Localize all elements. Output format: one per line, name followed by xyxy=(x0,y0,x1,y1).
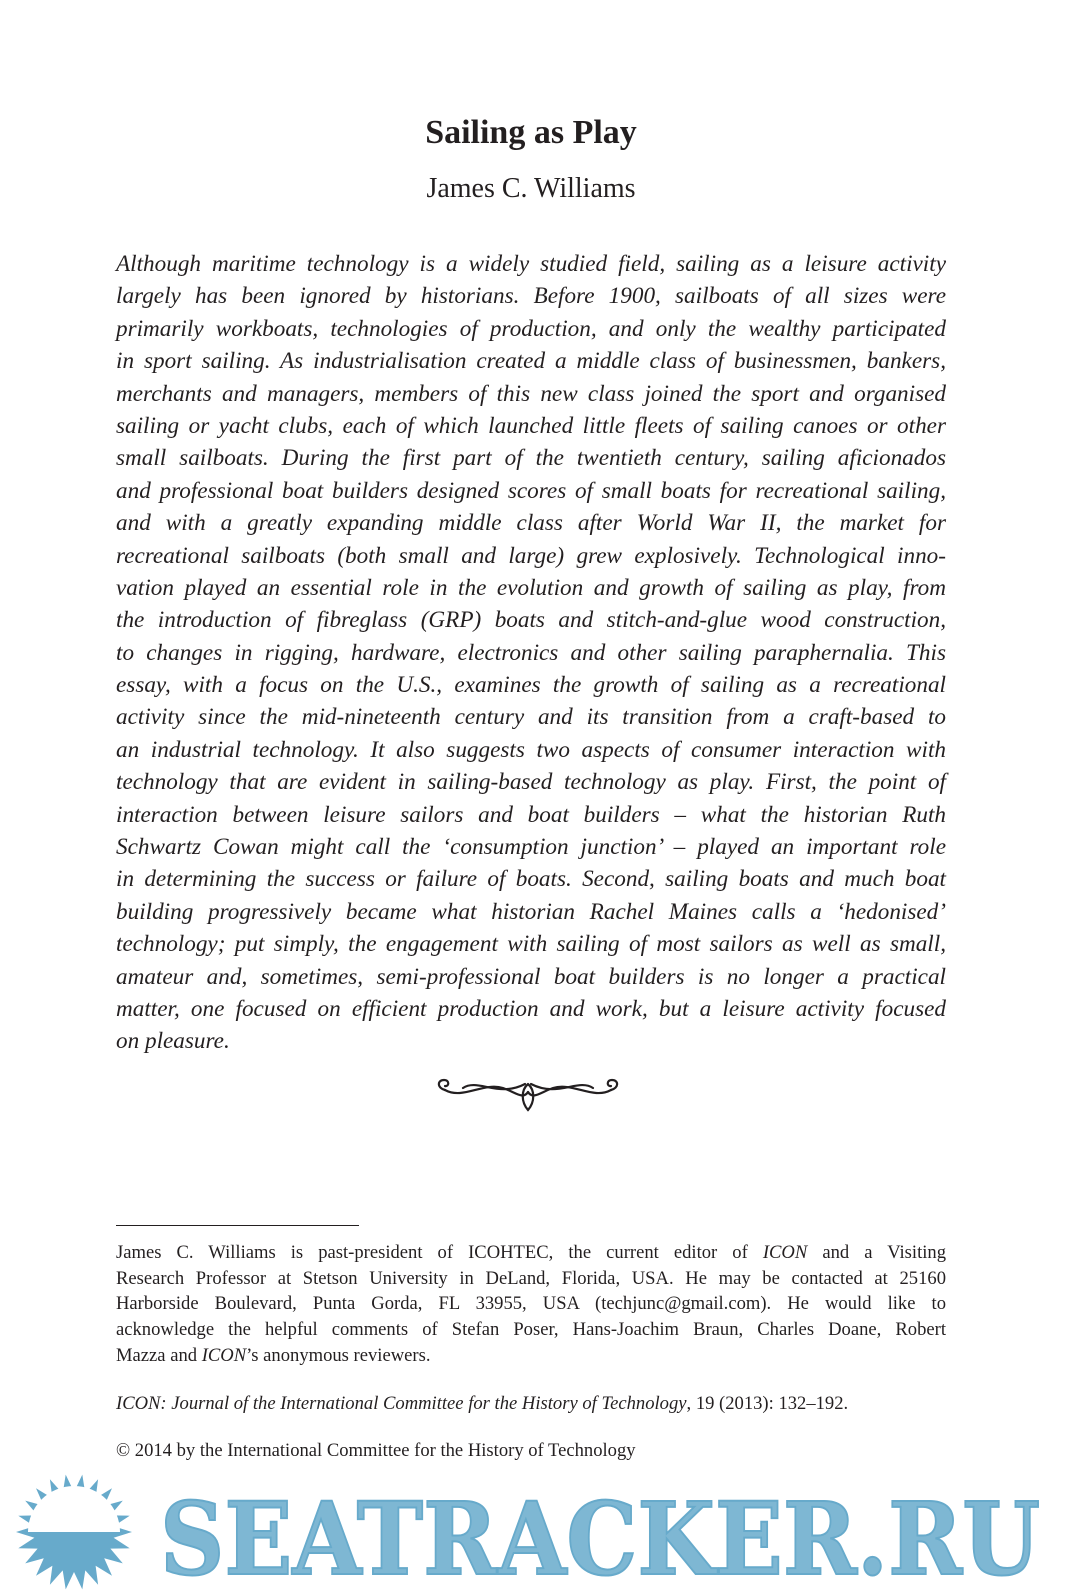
footnote-icon-italic: ICON xyxy=(201,1344,247,1366)
abstract-line: and with a greatly expanding middle class after World War II, the market for xyxy=(116,510,946,537)
abstract-line: building progressively became what historian Rachel Maines calls a ‘hedonised’ xyxy=(116,898,946,925)
abstract-line: merchants and managers, members of this new class joined the sport and organised xyxy=(116,380,946,407)
abstract-line: Although maritime technology is a widely studied field, sailing as a leisure activity xyxy=(116,251,946,277)
abstract-line: an industrial technology. It also suggests two aspects of consumer interaction with xyxy=(116,736,946,763)
abstract-line: largely has been ignored by historians. Before 1900, sailboats of all sizes were xyxy=(116,283,946,310)
abstract-line: essay, with a focus on the U.S., examines the growth of sailing as a recreational xyxy=(116,672,946,699)
abstract-line: the introduction of fibreglass (GRP) boats and stitch-and-glue wood construction, xyxy=(116,607,946,634)
journal-citation xyxy=(116,1393,848,1415)
article-author: James C. Williams xyxy=(426,173,636,204)
abstract-line: Schwartz Cowan might call the ‘consumption junction’ – played an important role xyxy=(116,834,946,861)
abstract-line: on pleasure. xyxy=(116,1028,230,1055)
abstract-line: in determining the success or failure of boats. Second, sailing boats and much boat xyxy=(116,866,946,893)
citation-details: , 19 (2013): 132–192. xyxy=(686,1393,849,1414)
abstract-line: technology; put simply, the engagement with sailing of most sailors as well as small, xyxy=(116,931,946,958)
copyright-notice: © 2014 by the International Committee for the History of Technology xyxy=(116,1440,636,1461)
abstract-line: and professional boat builders designed scores of small boats for recreational sailing, xyxy=(116,477,946,504)
footnote-icon-italic: ICON xyxy=(762,1242,808,1263)
abstract-line: interaction between leisure sailors and boat builders – what the historian Ruth xyxy=(116,801,946,828)
article-title: Sailing as Play xyxy=(425,114,637,151)
footnote-text: ’s anonymous reviewers. xyxy=(246,1344,431,1366)
abstract-line: sailing or yacht clubs, each of which launched little fleets of sailing canoes or other xyxy=(116,412,946,439)
author-footnote xyxy=(116,1240,946,1369)
footnote-text: and a Visiting xyxy=(807,1242,947,1263)
journal-name: ICON: Journal of the International Committee for the History of Technology xyxy=(116,1393,687,1414)
abstract-line: to changes in rigging, hardware, electronics and other sailing paraphernalia. This xyxy=(116,639,946,666)
abstract-line: primarily workboats, technologies of production, and only the wealthy participated xyxy=(116,315,946,342)
footnote-divider xyxy=(116,1225,359,1226)
abstract-line: technology that are evident in sailing-based technology as play. First, the point of xyxy=(116,769,946,796)
abstract-line: small sailboats. During the first part of the twentieth century, sailing aficionados xyxy=(116,445,946,472)
watermark-logo xyxy=(0,1474,1080,1591)
abstract-line: activity since the mid-nineteenth century and its transition from a craft-based to xyxy=(116,704,946,731)
svg-text:SEATRACKER.RU: SEATRACKER.RU xyxy=(160,1480,1040,1591)
footnote-line: acknowledge the helpful comments of Stefan Poser, Hans-Joachim Braun, Charles Doane, Robert xyxy=(116,1319,946,1341)
abstract-line: amateur and, sometimes, semi-professional boat builders is no longer a practical xyxy=(116,963,946,990)
footnote-text: James C. Williams is past-president of ICOHTEC, the current editor of xyxy=(116,1242,763,1263)
abstract-line: vation played an essential role in the evolution and growth of sailing as play, from xyxy=(116,574,946,601)
footnote-line: Research Professor at Stetson University in DeLand, Florida, USA. He may be contacted at 25160 xyxy=(116,1267,946,1289)
abstract-line: in sport sailing. As industrialisation created a middle class of businessmen, bankers, xyxy=(116,348,946,375)
sun-icon xyxy=(16,1475,132,1590)
abstract xyxy=(116,248,946,1058)
abstract-line: matter, one focused on efficient production and work, but a leisure activity focused xyxy=(116,995,946,1022)
footnote-text: Mazza and xyxy=(116,1344,202,1366)
abstract-line: recreational sailboats (both small and large) grew explosively. Technological inno- xyxy=(116,542,946,569)
footnote-line: Harborside Boulevard, Punta Gorda, FL 33955, USA (techjunc@gmail.com). He would like to xyxy=(116,1293,946,1315)
ornament-flourish-icon xyxy=(433,1070,623,1112)
